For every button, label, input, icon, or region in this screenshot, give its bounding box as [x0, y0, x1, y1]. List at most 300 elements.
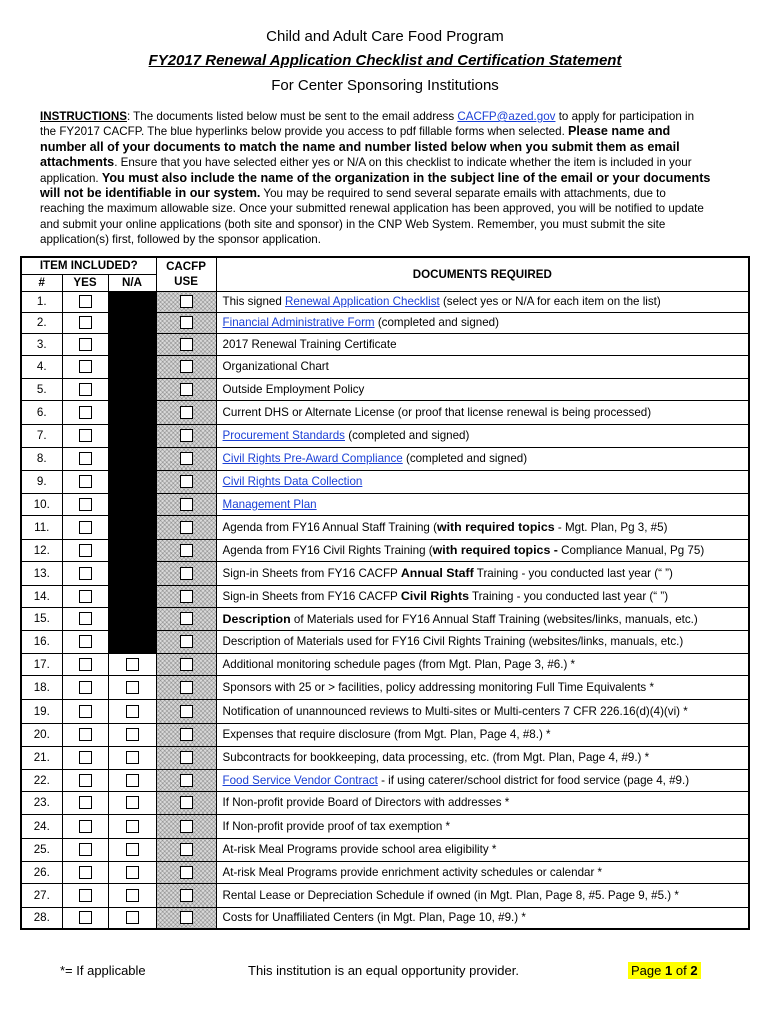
- na-checkbox[interactable]: [126, 820, 139, 833]
- cacfp-cell: [156, 447, 216, 470]
- yes-checkbox[interactable]: [79, 820, 92, 833]
- document-link[interactable]: Procurement Standards: [222, 429, 345, 442]
- na-cell: [108, 675, 156, 699]
- cacfp-checkbox[interactable]: [180, 295, 193, 308]
- row-number: 4.: [21, 355, 62, 378]
- table-row: [21, 378, 749, 400]
- description-text: Training - you conducted last year (“ ”): [473, 567, 673, 580]
- cacfp-cell: [156, 312, 216, 333]
- row-number: 10.: [21, 493, 62, 515]
- cacfp-cell: [156, 699, 216, 723]
- equal-opportunity-statement: This institution is an equal opportunity provider.: [248, 963, 519, 978]
- row-number: 12.: [21, 539, 62, 561]
- yes-checkbox[interactable]: [79, 889, 92, 902]
- yes-checkbox[interactable]: [79, 406, 92, 419]
- na-cell: [108, 585, 156, 607]
- cacfp-checkbox[interactable]: [180, 911, 193, 924]
- cacfp-cell: [156, 493, 216, 515]
- description-text: Sponsors with 25 or > facilities, policy addressing monitoring Full Time Equivalents *: [222, 680, 654, 694]
- emphasis-text: with required topics -: [432, 543, 558, 557]
- na-cell: [108, 561, 156, 585]
- document-description: [216, 838, 749, 861]
- description-text: At-risk Meal Programs provide enrichment activity schedules or calendar *: [222, 865, 603, 879]
- instructions-label: INSTRUCTIONS: [40, 110, 127, 123]
- description-text: Additional monitoring schedule pages (from Mgt. Plan, Page 3, #6.) *: [222, 657, 576, 671]
- yes-cell: [62, 769, 108, 791]
- yes-checkbox[interactable]: [79, 360, 92, 373]
- na-cell: [108, 470, 156, 493]
- document-description: [216, 883, 749, 907]
- description-text: Subcontracts for bookkeeping, data processing, etc. (from Mgt. Plan, Page 4, #9.) *: [222, 751, 650, 764]
- yes-cell: [62, 515, 108, 539]
- table-row: [21, 312, 749, 333]
- yes-cell: [62, 424, 108, 447]
- cacfp-cell: [156, 907, 216, 929]
- cacfp-cell: [156, 585, 216, 607]
- na-checkbox[interactable]: [126, 751, 139, 764]
- yes-checkbox[interactable]: [79, 544, 92, 557]
- cacfp-checkbox[interactable]: [180, 681, 193, 694]
- emphasis-text: Civil Rights: [400, 589, 469, 603]
- row-number: 26.: [21, 861, 62, 883]
- cacfp-checkbox[interactable]: [180, 567, 193, 580]
- yes-cell: [62, 378, 108, 400]
- checklist-table: [20, 256, 748, 930]
- description-text: Notification of unannounced reviews to Multi-sites or Multi-centers 7 CFR 226.16(d)(4)(vi) *: [222, 704, 688, 718]
- cacfp-header-line1: CACFP: [166, 260, 206, 274]
- cacfp-cell: [156, 539, 216, 561]
- row-number: 24.: [21, 814, 62, 838]
- yes-checkbox[interactable]: [79, 681, 92, 694]
- yes-checkbox[interactable]: [79, 843, 92, 856]
- cacfp-use-header: [156, 257, 216, 291]
- form-title: FY2017 Renewal Application Checklist and Certification Statement: [148, 52, 622, 69]
- document-description: [216, 814, 749, 838]
- cacfp-checkbox[interactable]: [180, 383, 193, 396]
- na-cell: [108, 539, 156, 561]
- description-text: If Non-profit provide Board of Directors with addresses *: [222, 796, 510, 809]
- description-text: Costs for Unaffiliated Centers (in Mgt. Plan, Page 10, #9.) *: [222, 911, 526, 925]
- row-number: 7.: [21, 424, 62, 447]
- na-cell: [108, 447, 156, 470]
- cacfp-checkbox[interactable]: [180, 590, 193, 603]
- document-link[interactable]: Civil Rights Pre-Award Compliance: [222, 452, 403, 465]
- cacfp-checkbox[interactable]: [180, 360, 193, 373]
- na-checkbox[interactable]: [126, 681, 139, 694]
- description-text: At-risk Meal Programs provide school area eligibility *: [222, 843, 497, 856]
- yes-cell: [62, 653, 108, 675]
- row-number: 22.: [21, 769, 62, 791]
- cacfp-cell: [156, 333, 216, 355]
- table-row: [21, 791, 749, 814]
- yes-cell: [62, 400, 108, 424]
- cacfp-checkbox[interactable]: [180, 843, 193, 856]
- description-text: Compliance Manual, Pg 75): [557, 544, 705, 557]
- yes-cell: [62, 585, 108, 607]
- yes-checkbox[interactable]: [79, 728, 92, 741]
- yes-checkbox[interactable]: [79, 774, 92, 787]
- cacfp-checkbox[interactable]: [180, 866, 193, 879]
- yes-checkbox[interactable]: [79, 796, 92, 809]
- yes-header: YES: [62, 274, 108, 291]
- document-description: [216, 312, 749, 333]
- cacfp-checkbox[interactable]: [180, 498, 193, 511]
- table-row: [21, 585, 749, 607]
- na-cell: [108, 723, 156, 746]
- na-cell: [108, 312, 156, 333]
- description-text: (completed and signed): [402, 452, 528, 465]
- na-cell: [108, 769, 156, 791]
- document-link[interactable]: Financial Administrative Form: [222, 316, 375, 329]
- na-cell: [108, 630, 156, 653]
- yes-cell: [62, 447, 108, 470]
- table-row: [21, 539, 749, 561]
- na-cell: [108, 861, 156, 883]
- table-row: [21, 561, 749, 585]
- table-row: [21, 630, 749, 653]
- cacfp-cell: [156, 883, 216, 907]
- yes-cell: [62, 355, 108, 378]
- cacfp-cell: [156, 861, 216, 883]
- cacfp-checkbox[interactable]: [180, 429, 193, 442]
- row-number: 19.: [21, 699, 62, 723]
- na-checkbox[interactable]: [126, 658, 139, 671]
- yes-checkbox[interactable]: [79, 429, 92, 442]
- na-cell: [108, 699, 156, 723]
- cacfp-cell: [156, 424, 216, 447]
- document-description: [216, 791, 749, 814]
- cacfp-checkbox[interactable]: [180, 774, 193, 787]
- description-text: Rental Lease or Depreciation Schedule if owned (in Mgt. Plan, Page 8, #5. Page 9, #5.) *: [222, 888, 679, 902]
- table-row: [21, 746, 749, 769]
- description-text: Agenda from FY16 Annual Staff Training (: [222, 521, 437, 534]
- table-row: [21, 470, 749, 493]
- cacfp-cell: [156, 291, 216, 312]
- cacfp-checkbox[interactable]: [180, 658, 193, 671]
- yes-cell: [62, 746, 108, 769]
- number-header: #: [21, 274, 62, 291]
- cacfp-cell: [156, 814, 216, 838]
- cacfp-cell: [156, 838, 216, 861]
- na-cell: [108, 378, 156, 400]
- row-number: 17.: [21, 653, 62, 675]
- document-description: [216, 291, 749, 312]
- form-subtitle: For Center Sponsoring Institutions: [271, 77, 499, 94]
- row-number: 27.: [21, 883, 62, 907]
- instructions-text-3: . Ensure that you have selected either yes or N/A on this checklist to indicate whether the item is included in your application.: [40, 156, 692, 185]
- page-total: 2: [690, 963, 698, 978]
- description-text: Outside Employment Policy: [222, 382, 365, 396]
- cacfp-cell: [156, 378, 216, 400]
- cacfp-cell: [156, 607, 216, 630]
- cacfp-checkbox[interactable]: [180, 820, 193, 833]
- yes-cell: [62, 291, 108, 312]
- cacfp-checkbox[interactable]: [180, 475, 193, 488]
- instructions-text-4: You may be required to send several separate emails with attachments, due to reaching the maximum allowable size. Once your submitted renewal application has been approved, you will be notified to update and submit your online applications (both site and sponsor) in the CNP Web System. Remember, you must submit the site application(s) first, followed by the sponsor application.: [40, 187, 704, 247]
- instructions-text-1: : The documents listed below must be sent to the email address: [126, 110, 458, 123]
- document-description: [216, 699, 749, 723]
- yes-cell: [62, 493, 108, 515]
- na-cell: [108, 291, 156, 312]
- na-cell: [108, 814, 156, 838]
- na-cell: [108, 791, 156, 814]
- table-row: [21, 723, 749, 746]
- cacfp-cell: [156, 561, 216, 585]
- table-row: [21, 493, 749, 515]
- instructions-bold-1: Please name and number all of your documents to match the name and number listed below when you submit them as email attachments: [40, 124, 680, 170]
- yes-checkbox[interactable]: [79, 751, 92, 764]
- email-link[interactable]: CACFP@azed.gov: [457, 110, 556, 123]
- emphasis-text: Annual Staff: [400, 566, 474, 580]
- cacfp-cell: [156, 515, 216, 539]
- cacfp-cell: [156, 791, 216, 814]
- document-description: [216, 493, 749, 515]
- yes-checkbox[interactable]: [79, 295, 92, 308]
- cacfp-header-line2: USE: [174, 275, 198, 289]
- yes-checkbox[interactable]: [79, 590, 92, 603]
- table-row: [21, 675, 749, 699]
- na-cell: [108, 607, 156, 630]
- na-cell: [108, 907, 156, 929]
- document-link[interactable]: Food Service Vendor Contract: [222, 773, 378, 787]
- table-row: [21, 607, 749, 630]
- yes-cell: [62, 607, 108, 630]
- row-number: 15.: [21, 607, 62, 630]
- emphasis-text: with required topics: [436, 520, 555, 534]
- row-number: 14.: [21, 585, 62, 607]
- na-cell: [108, 883, 156, 907]
- table-row: [21, 769, 749, 791]
- yes-checkbox[interactable]: [79, 475, 92, 488]
- row-number: 11.: [21, 515, 62, 539]
- yes-cell: [62, 312, 108, 333]
- document-description: [216, 515, 749, 539]
- yes-cell: [62, 814, 108, 838]
- na-checkbox[interactable]: [126, 843, 139, 856]
- yes-cell: [62, 470, 108, 493]
- emphasis-text: Description: [222, 611, 291, 626]
- description-text: If Non-profit provide proof of tax exemption *: [222, 819, 451, 833]
- document-link[interactable]: Renewal Application Checklist: [285, 295, 440, 308]
- table-row: [21, 653, 749, 675]
- row-number: 3.: [21, 333, 62, 355]
- yes-checkbox[interactable]: [79, 316, 92, 329]
- table-row: [21, 333, 749, 355]
- row-number: 6.: [21, 400, 62, 424]
- document-description: [216, 585, 749, 607]
- cacfp-cell: [156, 630, 216, 653]
- description-text: Training - you conducted last year (“ ”): [468, 590, 669, 603]
- cacfp-checkbox[interactable]: [180, 316, 193, 329]
- document-description: [216, 907, 749, 929]
- document-description: [216, 355, 749, 378]
- cacfp-checkbox[interactable]: [180, 338, 193, 351]
- table-row: [21, 447, 749, 470]
- description-text: Sign-in Sheets from FY16 CACFP: [222, 590, 401, 603]
- yes-cell: [62, 333, 108, 355]
- table-row: [21, 424, 749, 447]
- yes-cell: [62, 539, 108, 561]
- document-description: [216, 378, 749, 400]
- document-description: [216, 653, 749, 675]
- documents-required-header: DOCUMENTS REQUIRED: [216, 257, 749, 291]
- yes-cell: [62, 675, 108, 699]
- cacfp-checkbox[interactable]: [180, 452, 193, 465]
- cacfp-checkbox[interactable]: [180, 521, 193, 534]
- yes-checkbox[interactable]: [79, 658, 92, 671]
- row-number: 18.: [21, 675, 62, 699]
- yes-checkbox[interactable]: [79, 498, 92, 511]
- table-row: [21, 883, 749, 907]
- document-description: [216, 333, 749, 355]
- yes-checkbox[interactable]: [79, 705, 92, 718]
- table-row: [21, 515, 749, 539]
- row-number: 1.: [21, 291, 62, 312]
- page-word: Page: [631, 963, 662, 978]
- row-number: 8.: [21, 447, 62, 470]
- na-cell: [108, 838, 156, 861]
- document-description: [216, 769, 749, 791]
- na-checkbox[interactable]: [126, 728, 139, 741]
- description-text: 2017 Renewal Training Certificate: [222, 337, 397, 351]
- na-checkbox[interactable]: [126, 796, 139, 809]
- description-text: This signed: [222, 295, 286, 308]
- row-number: 20.: [21, 723, 62, 746]
- cacfp-checkbox[interactable]: [180, 612, 193, 625]
- document-description: [216, 630, 749, 653]
- na-cell: [108, 515, 156, 539]
- document-description: [216, 470, 749, 493]
- description-text: (select yes or N/A for each item on the list): [439, 295, 661, 308]
- na-cell: [108, 333, 156, 355]
- page-of: of: [675, 963, 687, 978]
- row-number: 16.: [21, 630, 62, 653]
- page-indicator: [628, 963, 701, 978]
- table-row: [21, 291, 749, 312]
- na-checkbox[interactable]: [126, 911, 139, 924]
- cacfp-cell: [156, 723, 216, 746]
- program-title: Child and Adult Care Food Program: [266, 28, 504, 45]
- instructions: [40, 109, 712, 248]
- row-number: 23.: [21, 791, 62, 814]
- footnote-if-applicable: *= If applicable: [60, 963, 146, 978]
- item-included-header: ITEM INCLUDED?: [21, 257, 156, 274]
- na-checkbox[interactable]: [126, 889, 139, 902]
- document-description: [216, 861, 749, 883]
- row-number: 28.: [21, 907, 62, 929]
- cacfp-checkbox[interactable]: [180, 889, 193, 902]
- document-link[interactable]: Management Plan: [222, 497, 317, 511]
- instructions-text-2: to apply for participation in the FY2017 CACFP. The blue hyperlinks below provide you access to pdf fillable forms when selected.: [40, 110, 695, 139]
- document-link[interactable]: Civil Rights Data Collection: [222, 475, 363, 488]
- document-description: [216, 723, 749, 746]
- row-number: 9.: [21, 470, 62, 493]
- cacfp-checkbox[interactable]: [180, 728, 193, 741]
- row-number: 21.: [21, 746, 62, 769]
- cacfp-checkbox[interactable]: [180, 705, 193, 718]
- description-text: (completed and signed): [344, 429, 470, 442]
- cacfp-cell: [156, 355, 216, 378]
- yes-checkbox[interactable]: [79, 635, 92, 648]
- document-description: [216, 400, 749, 424]
- document-description: [216, 746, 749, 769]
- document-description: [216, 424, 749, 447]
- yes-cell: [62, 861, 108, 883]
- document-description: [216, 539, 749, 561]
- yes-cell: [62, 561, 108, 585]
- table-row: [21, 814, 749, 838]
- yes-checkbox[interactable]: [79, 452, 92, 465]
- yes-checkbox[interactable]: [79, 521, 92, 534]
- yes-cell: [62, 883, 108, 907]
- instructions-bold-2: You must also include the name of the organization in the subject line of the email or your documents will not be identifiable in our system.: [40, 170, 711, 201]
- table-row: [21, 907, 749, 929]
- na-checkbox[interactable]: [126, 866, 139, 879]
- row-number: 25.: [21, 838, 62, 861]
- description-text: Current DHS or Alternate License (or proof that license renewal is being processed): [222, 405, 652, 419]
- page-number: 1: [665, 963, 673, 978]
- yes-checkbox[interactable]: [79, 612, 92, 625]
- na-cell: [108, 493, 156, 515]
- yes-cell: [62, 838, 108, 861]
- na-cell: [108, 424, 156, 447]
- cacfp-cell: [156, 746, 216, 769]
- yes-checkbox[interactable]: [79, 383, 92, 396]
- yes-checkbox[interactable]: [79, 338, 92, 351]
- yes-cell: [62, 699, 108, 723]
- description-text: Expenses that require disclosure (from Mgt. Plan, Page 4, #8.) *: [222, 728, 551, 741]
- description-text: Organizational Chart: [222, 360, 329, 373]
- na-checkbox[interactable]: [126, 774, 139, 787]
- row-number: 5.: [21, 378, 62, 400]
- description-text: Sign-in Sheets from FY16 CACFP: [222, 567, 401, 580]
- description-text: Description of Materials used for FY16 Civil Rights Training (websites/links, manuals, etc.): [222, 635, 684, 648]
- document-description: [216, 675, 749, 699]
- cacfp-checkbox[interactable]: [180, 751, 193, 764]
- cacfp-checkbox[interactable]: [180, 635, 193, 648]
- yes-cell: [62, 723, 108, 746]
- description-text: of Materials used for FY16 Annual Staff Training (websites/links, manuals, etc.): [290, 612, 698, 626]
- yes-cell: [62, 791, 108, 814]
- cacfp-checkbox[interactable]: [180, 544, 193, 557]
- row-number: 2.: [21, 312, 62, 333]
- table-row: [21, 861, 749, 883]
- yes-checkbox[interactable]: [79, 567, 92, 580]
- document-description: [216, 447, 749, 470]
- na-cell: [108, 653, 156, 675]
- table-row: [21, 838, 749, 861]
- na-cell: [108, 746, 156, 769]
- cacfp-checkbox[interactable]: [180, 796, 193, 809]
- cacfp-cell: [156, 675, 216, 699]
- yes-checkbox[interactable]: [79, 866, 92, 879]
- na-header: N/A: [108, 274, 156, 291]
- cacfp-cell: [156, 470, 216, 493]
- cacfp-checkbox[interactable]: [180, 406, 193, 419]
- description-text: - Mgt. Plan, Pg 3, #5): [554, 521, 668, 534]
- na-checkbox[interactable]: [126, 705, 139, 718]
- description-text: Agenda from FY16 Civil Rights Training (: [222, 544, 433, 557]
- yes-cell: [62, 907, 108, 929]
- cacfp-cell: [156, 400, 216, 424]
- cacfp-cell: [156, 653, 216, 675]
- na-cell: [108, 400, 156, 424]
- table-row: [21, 355, 749, 378]
- document-description: [216, 561, 749, 585]
- table-row: [21, 400, 749, 424]
- yes-checkbox[interactable]: [79, 911, 92, 924]
- cacfp-cell: [156, 769, 216, 791]
